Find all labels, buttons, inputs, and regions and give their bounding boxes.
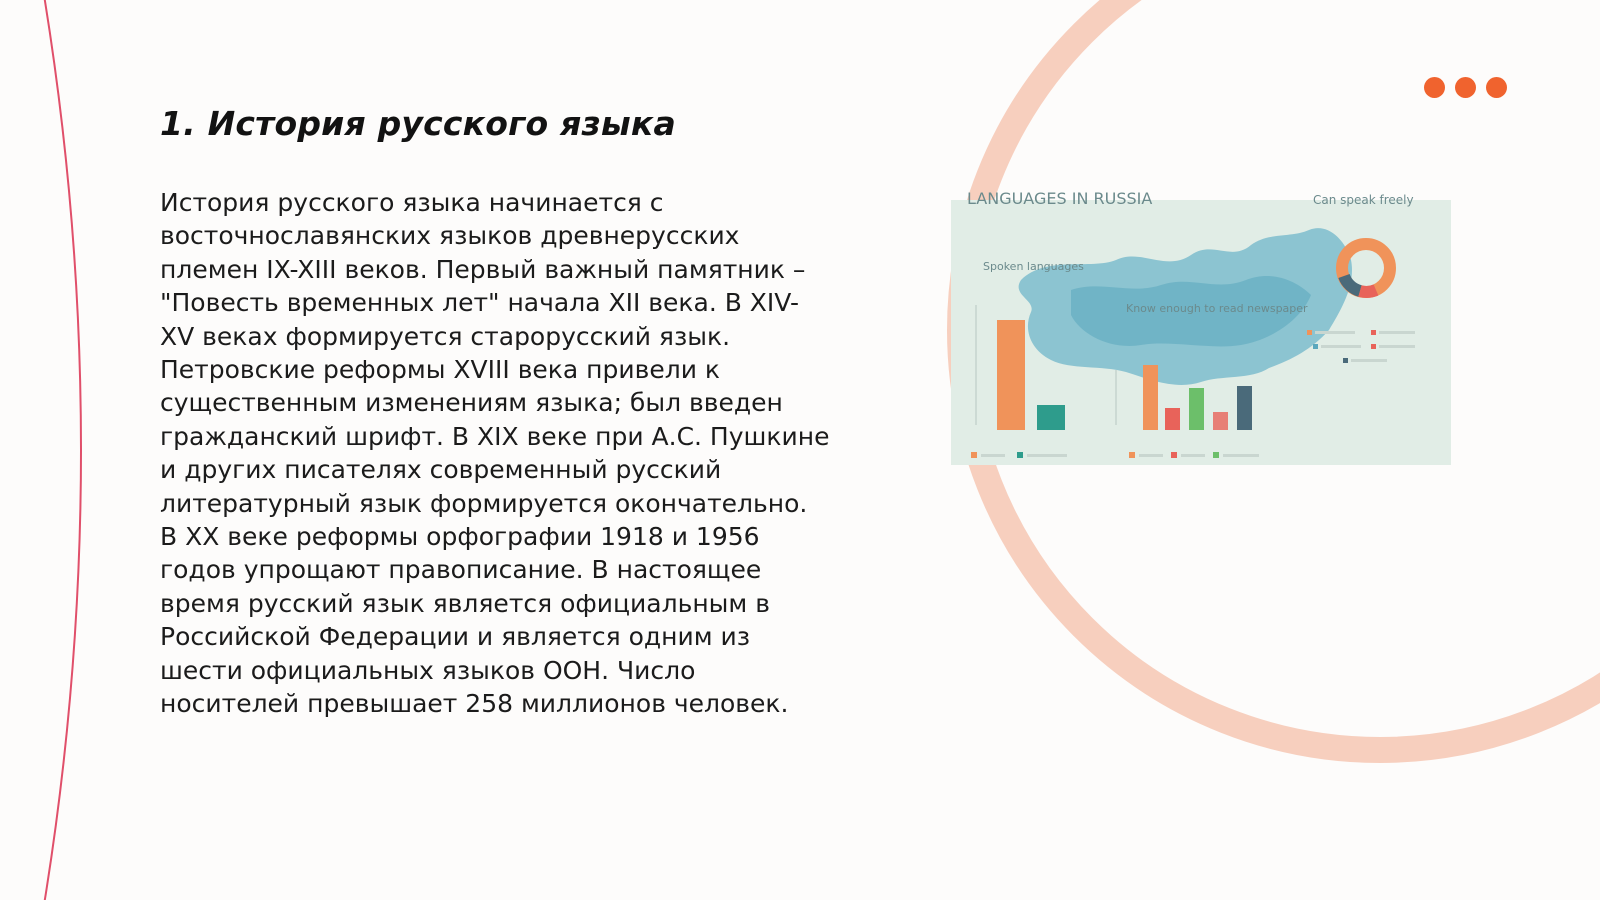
slide-title: 1. История русского языка [160,104,676,143]
bar-spoken-other [1037,405,1065,430]
bar-newspaper-2 [1165,408,1180,430]
slide-body-text: История русского языка начинается с восточнославянских языков древнерусских племен IX-XIII веков. Первый важный памятник – "Повесть временных лет" начала XII века. В XIV- XV веках формируется старорусский язык. Петровские реформы XVIII века привели к существенным изменениям языка; был введен гражданский шрифт. В XIX веке при А.С. Пушкине и других писателях современный русский литературный язык формируется окончательно. В XX веке реформы орфографии 1918 и 1956 годов упрощают правописание. В настоящее время русский язык является официальным в Российской Федерации и является одним из шести официальных языков ООН. Число носителей превышает 258 миллионов человек. [160,188,830,719]
left-side-curve [44,0,81,900]
bar-spoken-russian [997,320,1025,430]
infographic-header-right: Can speak freely [1313,193,1414,207]
infographic-graphic [951,189,1451,465]
languages-infographic-image [951,189,1451,465]
newspaper-label: Know enough to read newspaper [1126,302,1308,315]
dot [1455,77,1476,98]
infographic-header-left: LANGUAGES IN RUSSIA [967,189,1153,208]
three-dots-icon [1424,77,1524,103]
dot [1424,77,1445,98]
spoken-languages-label: Spoken languages [983,260,1084,273]
bar-newspaper-5 [1237,386,1252,430]
bar-newspaper-4 [1213,412,1228,430]
dot [1486,77,1507,98]
bar-newspaper-1 [1143,365,1158,430]
bar-newspaper-3 [1189,388,1204,430]
